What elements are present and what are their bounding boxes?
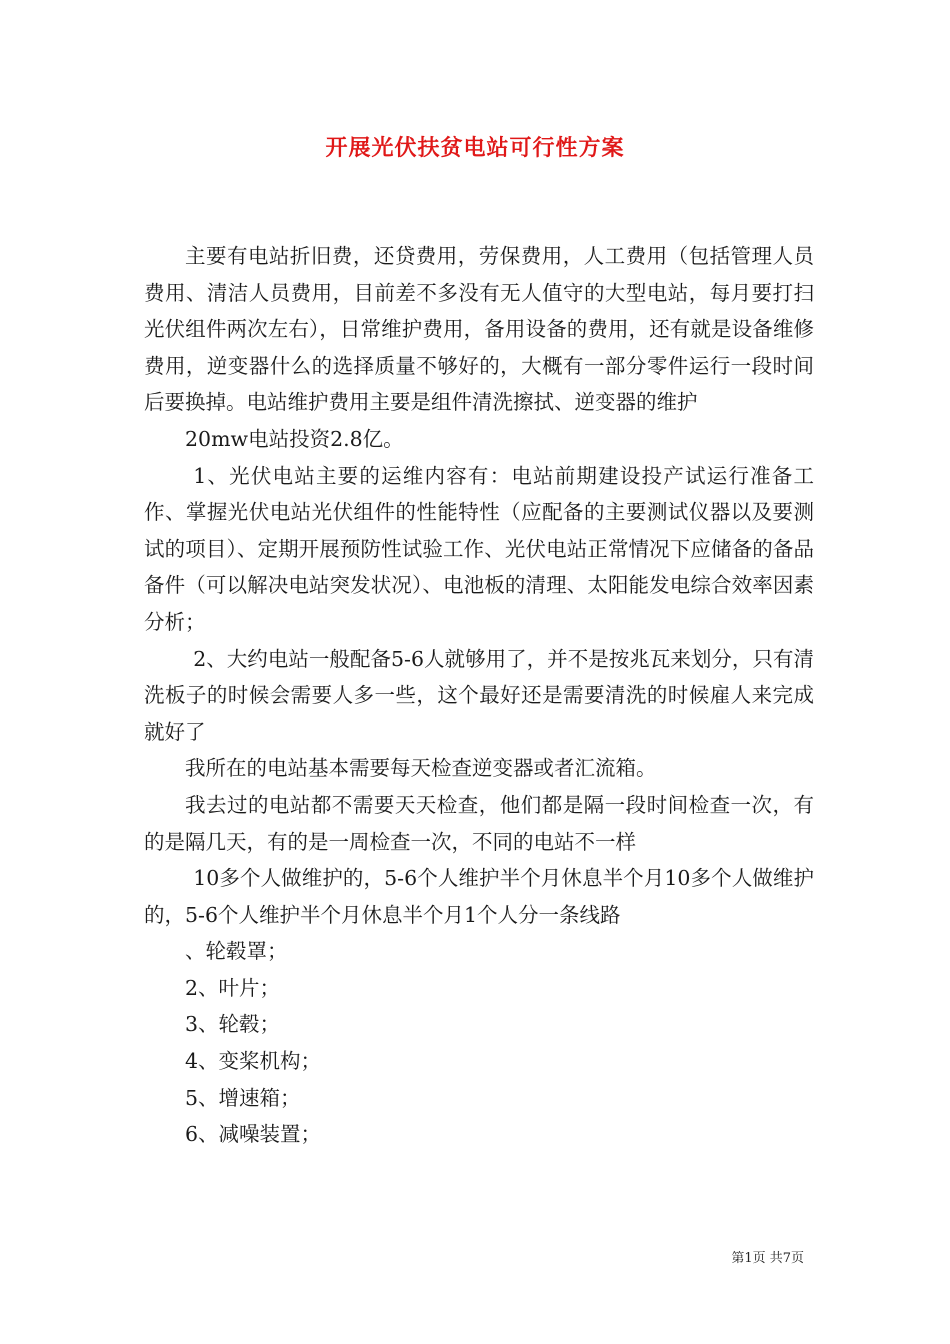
- list-item: 5、增速箱；: [185, 1085, 301, 1110]
- list-item: 4、变桨机构；: [185, 1049, 322, 1074]
- paragraph-investment: 20mw电站投资2.8亿。: [185, 426, 404, 451]
- paragraph-periodic-check: 我去过的电站都不需要天天检查，他们都是隔一段时间检查一次，有的是隔几天，有的是一周检查一次，不同的电站不一样: [144, 792, 814, 854]
- paragraph-costs: 主要有电站折旧费，还贷费用，劳保费用，人工费用（包括管理人员费用、清洁人员费用，目前差不多没有无人值守的大型电站，每月要打扫光伏组件两次左右），日常维护费用，备用设备的费用，还有就是设备维修费用，逆变器什么的选择质量不够好的，大概有一部分零件运行一段时间后要换掉。电站维护费用主要是组件清洗擦拭、逆变器的维护: [144, 244, 814, 415]
- document-title: 开展光伏扶贫电站可行性方案: [325, 135, 625, 161]
- paragraph-daily-check: 我所在的电站基本需要每天检查逆变器或者汇流箱。: [185, 756, 657, 781]
- paragraph-rotation: 10多个人做维护的，5-6个人维护半个月休息半个月10多个人做维护的，5-6个人维护半个月休息半个月1个人分一条线路: [144, 866, 814, 927]
- paragraph-staffing: 2、大约电站一般配备5-6人就够用了，并不是按兆瓦来划分，只有清洗板子的时候会需要人多一些，这个最好还是需要清洗的时候雇人来完成就好了: [144, 646, 814, 744]
- list-item: 3、轮毂；: [185, 1012, 281, 1037]
- list-item: 6、减噪装置；: [185, 1122, 322, 1147]
- page-number-footer: 第1页 共7页: [731, 1251, 804, 1266]
- paragraph-maintenance-content: 1、光伏电站主要的运维内容有：电站前期建设投产试运行准备工作、掌握光伏电站光伏组件的性能特性（应配备的主要测试仪器以及要测试的项目）、定期开展预防性试验工作、光伏电站正常情况下应储备的备品备件（可以解决电站突发状况）、电池板的清理、太阳能发电综合效率因素分析；: [144, 463, 814, 634]
- list-item: 、轮毂罩；: [185, 939, 288, 964]
- document-body: [144, 238, 814, 1153]
- list-item: 2、叶片；: [185, 975, 281, 1000]
